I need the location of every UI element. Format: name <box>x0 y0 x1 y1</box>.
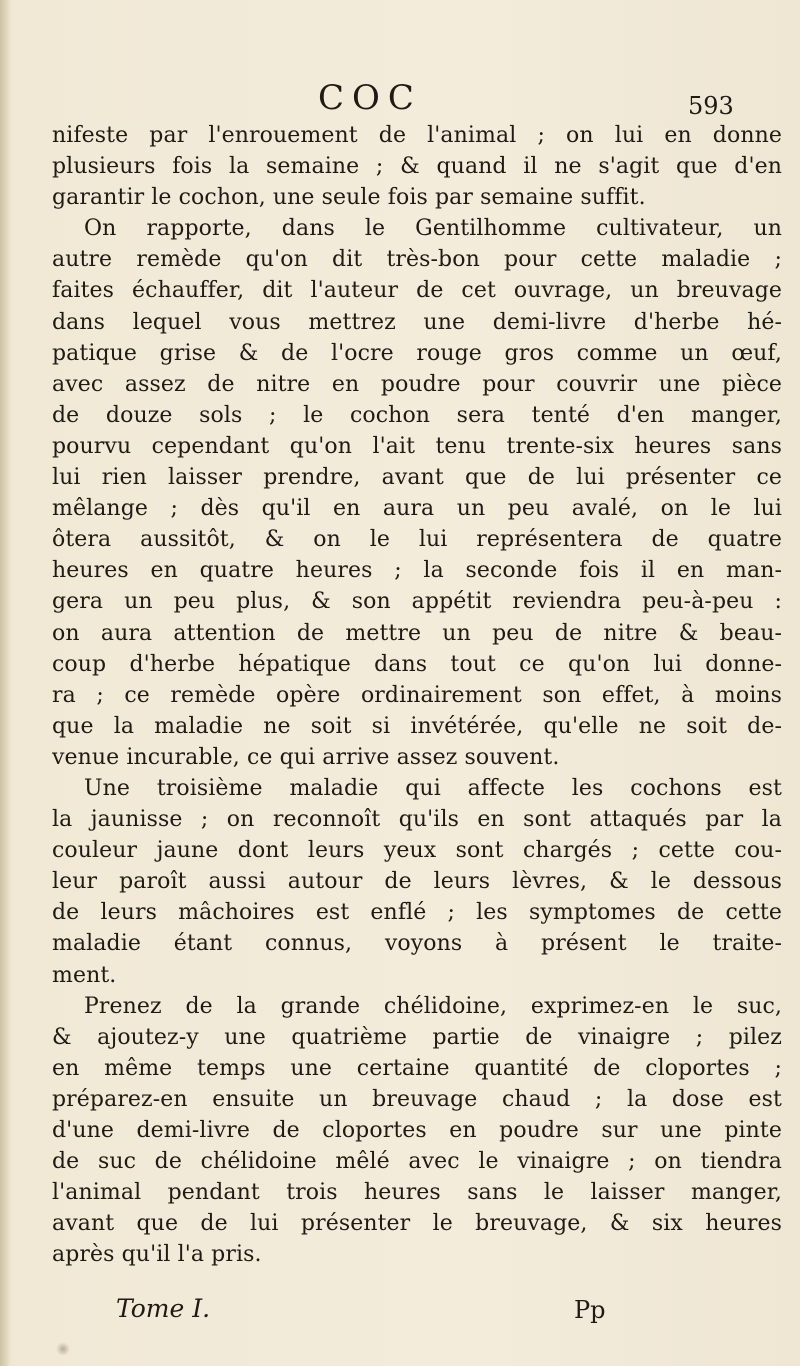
text-line: la jaunisse ; on reconnoît qu'ils en sont attaqués par la <box>52 807 782 833</box>
text-line: avec assez de nitre en poudre pour couvrir une pièce <box>52 371 782 397</box>
volume-label: Tome I. <box>116 1294 211 1323</box>
text-line: de suc de chélidoine mêlé avec le vinaigre ; on tiendra <box>52 1149 782 1175</box>
text-line: plusieurs fois la semaine ; & quand il ne s'agit que d'en <box>52 154 782 180</box>
text-line: gera un peu plus, & son appétit reviendra peu-à-peu : <box>52 589 782 615</box>
text-line: & ajoutez-y une quatrième partie de vinaigre ; pilez <box>52 1024 782 1050</box>
text-line: ôtera aussitôt, & on le lui représentera de quatre <box>52 527 782 553</box>
text-line: de leurs mâchoires est enflé ; les symptomes de cette <box>52 900 782 926</box>
text-line: garantir le cochon, une seule fois par semaine suffit. <box>52 185 646 211</box>
text-line: on aura attention de mettre un peu de nitre & beau- <box>52 620 782 646</box>
text-line: dans lequel vous mettrez une demi-livre d'herbe hé- <box>52 309 782 335</box>
signature-mark: Pp <box>574 1296 606 1324</box>
page-header <box>0 78 800 118</box>
text-line: maladie étant connus, voyons à présent le traite- <box>52 931 782 957</box>
text-line: en même temps une certaine quantité de cloportes ; <box>52 1055 782 1081</box>
page-edge-shadow <box>0 0 10 1366</box>
text-line: ra ; ce remède opère ordinairement son effet, à moins <box>52 682 782 708</box>
text-line: pourvu cependant qu'on l'ait tenu trente-six heures sans <box>52 433 782 459</box>
page-number: 593 <box>688 92 734 120</box>
text-line: que la maladie ne soit si invétérée, qu'elle ne soit de- <box>52 713 782 739</box>
text-line: avant que de lui présenter le breuvage, & six heures <box>52 1211 782 1237</box>
text-line: lui rien laisser prendre, avant que de lui présenter ce <box>52 465 782 491</box>
page-footer <box>0 1294 800 1334</box>
text-line: On rapporte, dans le Gentilhomme cultivateur, un <box>84 216 782 242</box>
text-line: de douze sols ; le cochon sera tenté d'en manger, <box>52 402 782 428</box>
text-line: mêlange ; dès qu'il en aura un peu avalé, on le lui <box>52 496 782 522</box>
running-head: COC <box>318 78 422 118</box>
text-line: l'animal pendant trois heures sans le laisser manger, <box>52 1180 782 1206</box>
text-line: Prenez de la grande chélidoine, exprimez-en le suc, <box>84 993 782 1019</box>
text-line: patique grise & de l'ocre rouge gros comme un œuf, <box>52 340 782 366</box>
text-line: leur paroît aussi autour de leurs lèvres, & le dessous <box>52 869 782 895</box>
text-line: coup d'herbe hépatique dans tout ce qu'on lui donne- <box>52 651 782 677</box>
text-line: ment. <box>52 962 117 988</box>
body-text <box>52 120 782 1270</box>
text-line: couleur jaune dont leurs yeux sont chargés ; cette cou- <box>52 838 782 864</box>
text-line: faites échauffer, dit l'auteur de cet ouvrage, un breuvage <box>52 278 782 304</box>
paper-stain <box>56 1342 70 1356</box>
text-line: Une troisième maladie qui affecte les cochons est <box>84 775 782 801</box>
text-line: préparez-en ensuite un breuvage chaud ; la dose est <box>52 1086 782 1112</box>
text-line: venue incurable, ce qui arrive assez souvent. <box>52 744 560 770</box>
text-line: d'une demi-livre de cloportes en poudre sur une pinte <box>52 1118 782 1143</box>
text-line: après qu'il l'a pris. <box>52 1242 262 1268</box>
text-line: heures en quatre heures ; la seconde fois il en man- <box>52 558 782 584</box>
text-line: autre remède qu'on dit très-bon pour cette maladie ; <box>52 247 782 273</box>
text-line: nifeste par l'enrouement de l'animal ; on lui en donne <box>52 123 782 148</box>
